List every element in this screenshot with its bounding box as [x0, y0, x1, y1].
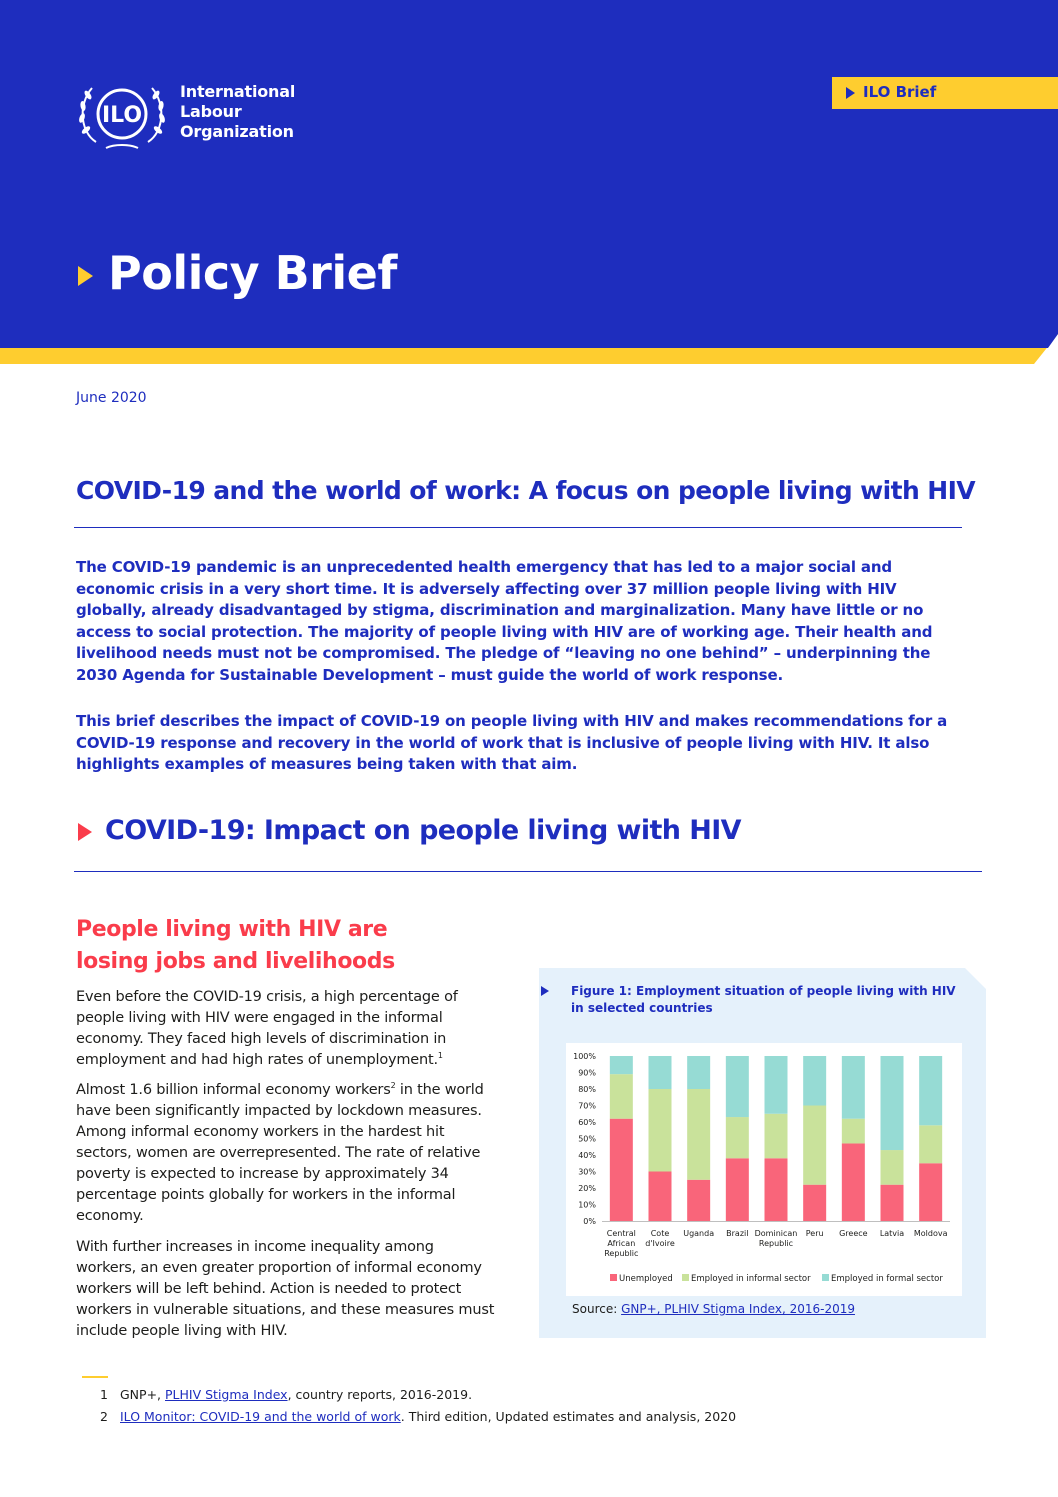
y-tick-label: 20% [578, 1184, 596, 1193]
bar-segment [919, 1056, 942, 1125]
footnote-ref[interactable]: 2 [390, 1081, 396, 1091]
x-tick-label: Republic [604, 1249, 639, 1258]
bar-segment [649, 1172, 672, 1222]
legend-swatch [610, 1274, 617, 1281]
org-name [180, 82, 295, 142]
footnote-number: 2 [100, 1409, 108, 1424]
body-paragraph: With further increases in income inequality among workers, an even greater proportion of informal economy workers will be left behind. Action is needed to protect workers in vulnerable situations, and these measures must include people living with HIV. [76, 1239, 495, 1339]
y-tick-label: 40% [578, 1151, 596, 1160]
bar-segment [881, 1056, 904, 1150]
bar-segment [726, 1158, 749, 1221]
x-tick-label: Uganda [683, 1229, 715, 1238]
footnote [100, 1409, 736, 1424]
x-tick-label: Peru [805, 1229, 824, 1238]
x-tick-label: Cote [650, 1229, 670, 1238]
footnote-ref[interactable]: 1 [437, 1051, 443, 1061]
bar-segment [765, 1114, 788, 1159]
bar-segment [649, 1089, 672, 1172]
bar-segment [687, 1056, 710, 1089]
y-tick-label: 30% [578, 1167, 596, 1177]
x-tick-label: African [607, 1239, 636, 1248]
bar-segment [610, 1074, 633, 1119]
footnote-text: , country reports, 2016-2019. [287, 1387, 473, 1402]
bar-segment [649, 1056, 672, 1089]
ilo-brief-tag [832, 77, 1058, 109]
footnote-text: . Third edition, Updated estimates and analysis, 2020 [400, 1409, 737, 1424]
bar-segment [842, 1119, 865, 1144]
source-label: Source: [572, 1302, 622, 1316]
bar-segment [803, 1185, 826, 1221]
footnote-text: GNP+, [120, 1387, 165, 1402]
bar-segment [687, 1180, 710, 1221]
play-arrow-icon [78, 266, 93, 286]
brief-tag-label: ILO Brief [863, 83, 937, 101]
y-tick-label: 90% [578, 1068, 596, 1078]
legend-swatch [822, 1274, 829, 1281]
header-background [0, 0, 1058, 364]
body-paragraph [76, 987, 496, 1071]
subsection-title: People living with HIV are losing jobs and livelihoods [76, 917, 395, 974]
bar-segment [726, 1117, 749, 1158]
bar-segment [919, 1163, 942, 1221]
body-text: Almost 1.6 billion informal economy workers [76, 1082, 391, 1098]
legend-swatch [682, 1274, 689, 1281]
bar-segment [842, 1143, 865, 1221]
play-arrow-icon [78, 823, 92, 841]
bar-segment [803, 1056, 826, 1106]
legend-label: Employed in formal sector [831, 1274, 943, 1284]
source-link[interactable]: GNP+, PLHIV Stigma Index, 2016-2019 [621, 1302, 855, 1316]
y-tick-label: 0% [583, 1217, 596, 1226]
section-title: COVID-19: Impact on people living with HIV [105, 815, 741, 846]
bar-segment [842, 1056, 865, 1119]
x-tick-label: Moldova [913, 1229, 948, 1238]
x-tick-label: Republic [758, 1239, 794, 1248]
employment-chart [566, 1043, 962, 1296]
x-tick-label: Brazil [726, 1229, 749, 1238]
title-divider [74, 527, 962, 528]
org-name-line: International [180, 82, 296, 101]
body-text: Even before the COVID-19 crisis, a high percentage of people living with HIV were engaged in the informal economy. They faced high levels of discrimination in employment and had high rates of unemployment. [76, 989, 458, 1068]
org-name-line: Labour [180, 102, 242, 121]
y-tick-label: 10% [578, 1200, 596, 1210]
header-banner [0, 0, 1058, 364]
legend-label: Unemployed [619, 1274, 673, 1284]
bar-segment [610, 1119, 633, 1221]
y-tick-label: 70% [578, 1101, 596, 1111]
x-tick-label: Central [606, 1229, 636, 1238]
logo-text: ILO [101, 103, 143, 128]
section-divider [74, 871, 982, 872]
bar-segment [919, 1125, 942, 1163]
footnote-divider [82, 1376, 108, 1378]
org-name-line: Organization [180, 122, 294, 141]
bar-segment [881, 1150, 904, 1185]
intro-paragraph: This brief describes the impact of COVID-19 on people living with HIV and makes recommendations for a COVID-19 response and recovery in the world of work that is inclusive of people living with HIV. It also highlights examples of measures being taken with that aim. [76, 712, 948, 773]
bar-segment [803, 1106, 826, 1185]
y-tick-label: 60% [578, 1118, 596, 1127]
figure-title: Figure 1: Employment situation of people living with HIV in selected countries [571, 984, 956, 1015]
figure-source [572, 1302, 855, 1316]
footnote-link[interactable]: PLHIV Stigma Index [165, 1387, 288, 1402]
bar-segment [726, 1056, 749, 1117]
publication-date: June 2020 [76, 390, 147, 406]
play-arrow-icon [846, 87, 855, 99]
bar-segment [765, 1158, 788, 1221]
bar-segment [765, 1056, 788, 1114]
bar-segment [881, 1185, 904, 1221]
x-tick-label: Dominican [754, 1229, 798, 1238]
bar-segment [687, 1089, 710, 1180]
y-tick-label: 50% [578, 1134, 596, 1144]
legend-label: Employed in informal sector [691, 1274, 811, 1284]
y-tick-label: 80% [578, 1085, 596, 1094]
footnote [100, 1387, 472, 1402]
ilo-logo-icon [76, 74, 168, 154]
footnote-number: 1 [100, 1387, 108, 1402]
intro-paragraph: The COVID-19 pandemic is an unprecedented health emergency that has led to a major social and economic crisis in a very short time. It is adversely affecting over 37 million people living with HIV globally, already disadvantaged by stigma, discrimination and marginalization. Many have little or no access to social protection. The majority of people living with HIV are of working age. Their health and livelihood needs must not be compromised. The pledge of “leaving no one behind” – underpinning the 2030 Agenda for Sustainable Development – must guide the world of work response. [76, 558, 933, 684]
footnote-link[interactable]: ILO Monitor: COVID-19 and the world of work [120, 1409, 401, 1424]
bar-segment [610, 1056, 633, 1074]
body-paragraph [76, 1080, 496, 1227]
figure-corner-cut [965, 968, 986, 989]
y-tick-label: 100% [573, 1052, 596, 1061]
x-tick-label: Greece [839, 1229, 868, 1238]
document-type-title: Policy Brief [108, 246, 397, 300]
x-tick-label: d'Ivoire [645, 1239, 675, 1248]
play-arrow-icon [541, 986, 549, 996]
page-title: COVID-19 and the world of work: A focus on people living with HIV [76, 476, 976, 505]
body-text: in the world have been significantly impacted by lockdown measures. Among informal economy workers in the hardest hit sectors, women are overrepresented. The rate of relative poverty is expected to increase by approximately 34 percentage points globally for workers in the informal economy. [76, 1082, 484, 1224]
chart-svg [566, 1043, 962, 1296]
x-tick-label: Latvia [879, 1229, 905, 1238]
